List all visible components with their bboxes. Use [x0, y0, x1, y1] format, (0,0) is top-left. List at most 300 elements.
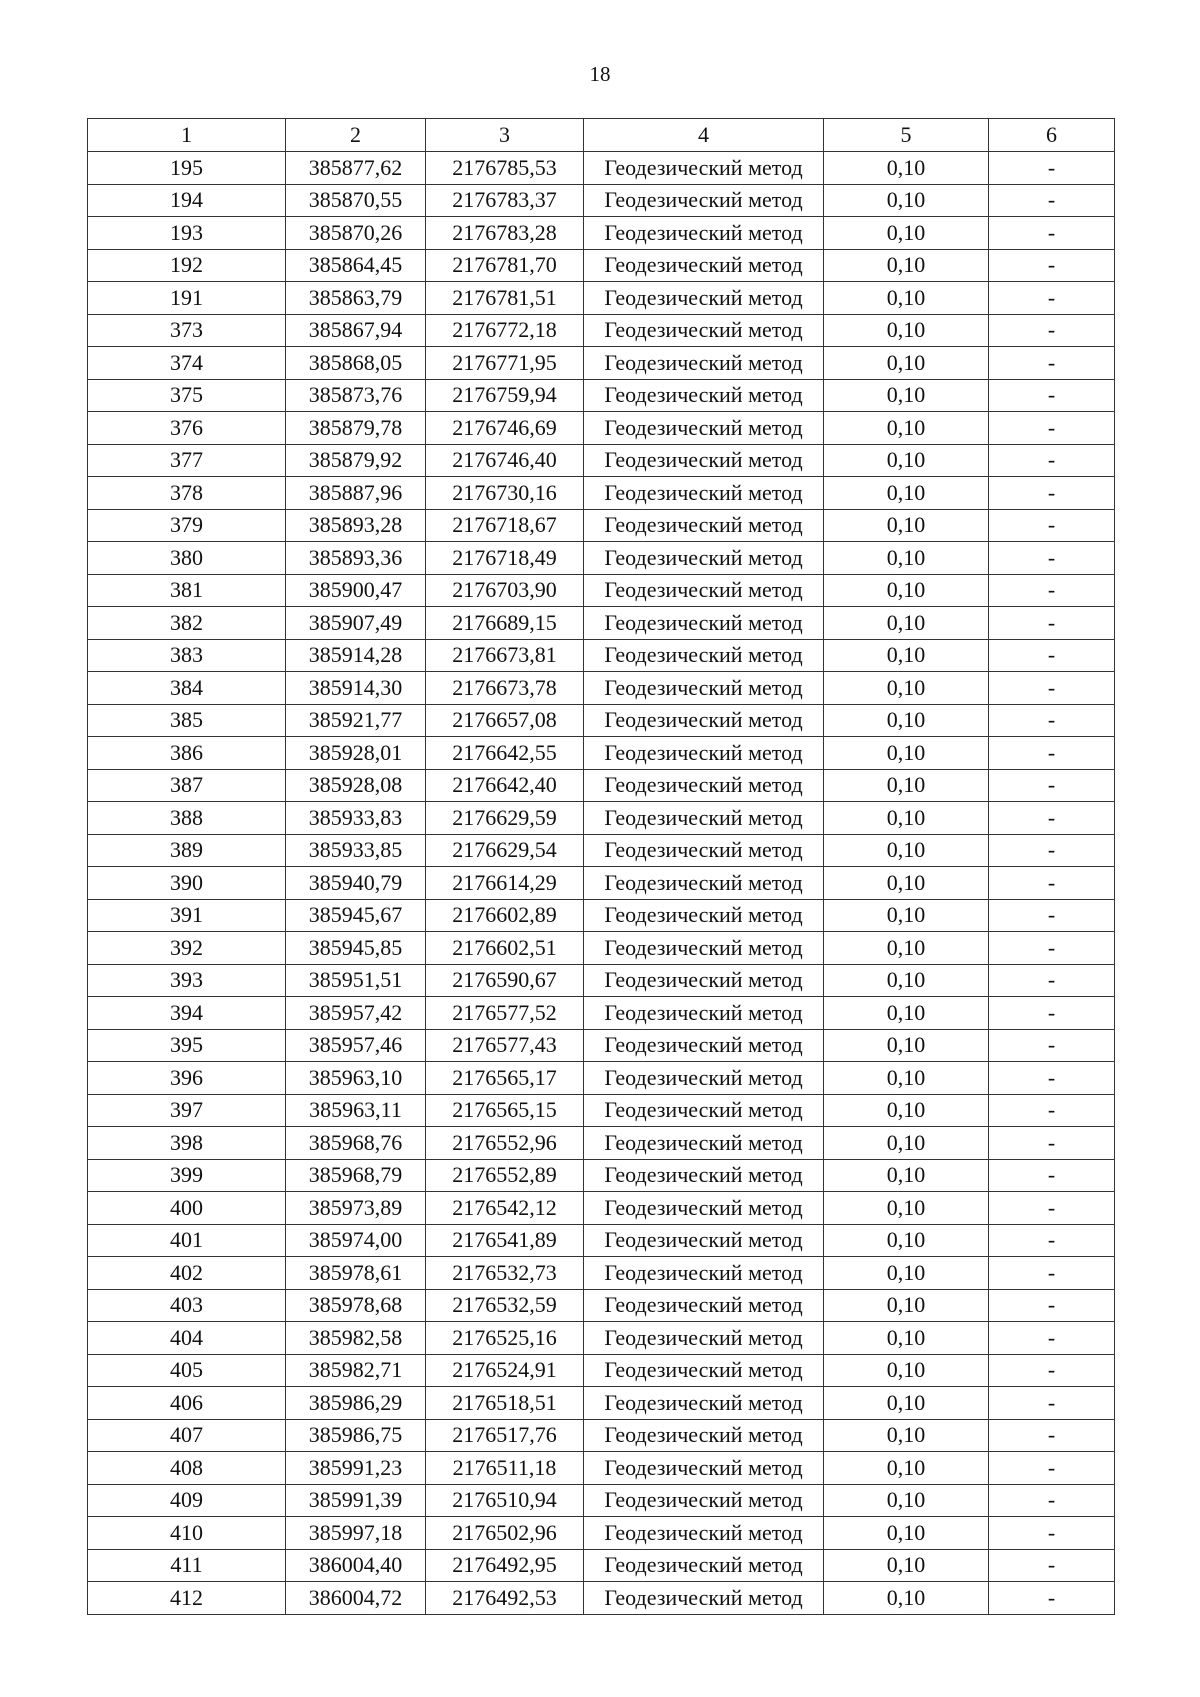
- y-coordinate-cell: 2176783,37: [426, 184, 584, 217]
- method-cell: Геодезический метод: [584, 542, 824, 575]
- column-header-2: 2: [286, 119, 426, 152]
- accuracy-cell: 0,10: [824, 704, 989, 737]
- x-coordinate-cell: 385945,67: [286, 899, 426, 932]
- method-cell: Геодезический метод: [584, 1289, 824, 1322]
- note-cell: -: [989, 314, 1115, 347]
- column-header-6: 6: [989, 119, 1115, 152]
- accuracy-cell: 0,10: [824, 509, 989, 542]
- point-number-cell: 393: [88, 964, 286, 997]
- table-row: [88, 217, 1115, 250]
- x-coordinate-cell: 385914,30: [286, 672, 426, 705]
- note-cell: -: [989, 932, 1115, 965]
- accuracy-cell: 0,10: [824, 1127, 989, 1160]
- note-cell: -: [989, 1354, 1115, 1387]
- note-cell: -: [989, 184, 1115, 217]
- point-number-cell: 409: [88, 1484, 286, 1517]
- accuracy-cell: 0,10: [824, 1517, 989, 1550]
- point-number-cell: 385: [88, 704, 286, 737]
- x-coordinate-cell: 385933,85: [286, 834, 426, 867]
- x-coordinate-cell: 385973,89: [286, 1192, 426, 1225]
- y-coordinate-cell: 2176673,81: [426, 639, 584, 672]
- table-row: [88, 932, 1115, 965]
- column-header-4: 4: [584, 119, 824, 152]
- method-cell: Геодезический метод: [584, 1257, 824, 1290]
- accuracy-cell: 0,10: [824, 347, 989, 380]
- accuracy-cell: 0,10: [824, 1257, 989, 1290]
- x-coordinate-cell: 385928,01: [286, 737, 426, 770]
- x-coordinate-cell: 385877,62: [286, 152, 426, 185]
- table-row: [88, 1419, 1115, 1452]
- y-coordinate-cell: 2176746,40: [426, 444, 584, 477]
- table-row: [88, 802, 1115, 835]
- point-number-cell: 380: [88, 542, 286, 575]
- note-cell: -: [989, 444, 1115, 477]
- method-cell: Геодезический метод: [584, 639, 824, 672]
- method-cell: Геодезический метод: [584, 769, 824, 802]
- accuracy-cell: 0,10: [824, 574, 989, 607]
- table-row: [88, 477, 1115, 510]
- table-row: [88, 542, 1115, 575]
- x-coordinate-cell: 385978,68: [286, 1289, 426, 1322]
- point-number-cell: 383: [88, 639, 286, 672]
- table-body: [88, 152, 1115, 1615]
- x-coordinate-cell: 385957,46: [286, 1029, 426, 1062]
- point-number-cell: 391: [88, 899, 286, 932]
- method-cell: Геодезический метод: [584, 1452, 824, 1485]
- point-number-cell: 387: [88, 769, 286, 802]
- x-coordinate-cell: 385887,96: [286, 477, 426, 510]
- y-coordinate-cell: 2176642,55: [426, 737, 584, 770]
- table-row: [88, 997, 1115, 1030]
- accuracy-cell: 0,10: [824, 1484, 989, 1517]
- table-row: [88, 1257, 1115, 1290]
- y-coordinate-cell: 2176518,51: [426, 1387, 584, 1420]
- method-cell: Геодезический метод: [584, 704, 824, 737]
- accuracy-cell: 0,10: [824, 477, 989, 510]
- point-number-cell: 408: [88, 1452, 286, 1485]
- table-row: [88, 314, 1115, 347]
- point-number-cell: 412: [88, 1582, 286, 1615]
- y-coordinate-cell: 2176492,95: [426, 1549, 584, 1582]
- accuracy-cell: 0,10: [824, 542, 989, 575]
- table-row: [88, 1062, 1115, 1095]
- table-row: [88, 412, 1115, 445]
- point-number-cell: 374: [88, 347, 286, 380]
- table-row: [88, 769, 1115, 802]
- method-cell: Геодезический метод: [584, 184, 824, 217]
- y-coordinate-cell: 2176759,94: [426, 379, 584, 412]
- method-cell: Геодезический метод: [584, 152, 824, 185]
- table-row: [88, 1484, 1115, 1517]
- point-number-cell: 401: [88, 1224, 286, 1257]
- table-row: [88, 1387, 1115, 1420]
- y-coordinate-cell: 2176642,40: [426, 769, 584, 802]
- point-number-cell: 192: [88, 249, 286, 282]
- accuracy-cell: 0,10: [824, 997, 989, 1030]
- method-cell: Геодезический метод: [584, 509, 824, 542]
- note-cell: -: [989, 672, 1115, 705]
- note-cell: -: [989, 412, 1115, 445]
- x-coordinate-cell: 385963,11: [286, 1094, 426, 1127]
- method-cell: Геодезический метод: [584, 249, 824, 282]
- method-cell: Геодезический метод: [584, 1159, 824, 1192]
- table-row: [88, 1094, 1115, 1127]
- note-cell: -: [989, 1289, 1115, 1322]
- method-cell: Геодезический метод: [584, 802, 824, 835]
- method-cell: Геодезический метод: [584, 477, 824, 510]
- note-cell: -: [989, 1159, 1115, 1192]
- note-cell: -: [989, 704, 1115, 737]
- accuracy-cell: 0,10: [824, 379, 989, 412]
- method-cell: Геодезический метод: [584, 1582, 824, 1615]
- note-cell: -: [989, 964, 1115, 997]
- accuracy-cell: 0,10: [824, 1289, 989, 1322]
- x-coordinate-cell: 385963,10: [286, 1062, 426, 1095]
- y-coordinate-cell: 2176614,29: [426, 867, 584, 900]
- point-number-cell: 193: [88, 217, 286, 250]
- y-coordinate-cell: 2176565,15: [426, 1094, 584, 1127]
- note-cell: -: [989, 574, 1115, 607]
- column-header-1: 1: [88, 119, 286, 152]
- x-coordinate-cell: 385978,61: [286, 1257, 426, 1290]
- table-row: [88, 899, 1115, 932]
- table-row: [88, 379, 1115, 412]
- table-row: [88, 444, 1115, 477]
- y-coordinate-cell: 2176718,67: [426, 509, 584, 542]
- x-coordinate-cell: 385870,26: [286, 217, 426, 250]
- accuracy-cell: 0,10: [824, 1192, 989, 1225]
- point-number-cell: 390: [88, 867, 286, 900]
- y-coordinate-cell: 2176771,95: [426, 347, 584, 380]
- method-cell: Геодезический метод: [584, 1419, 824, 1452]
- y-coordinate-cell: 2176673,78: [426, 672, 584, 705]
- header-row: [88, 119, 1115, 152]
- note-cell: -: [989, 769, 1115, 802]
- method-cell: Геодезический метод: [584, 379, 824, 412]
- table-row: [88, 574, 1115, 607]
- method-cell: Геодезический метод: [584, 964, 824, 997]
- x-coordinate-cell: 385893,28: [286, 509, 426, 542]
- table-row: [88, 737, 1115, 770]
- table-row: [88, 704, 1115, 737]
- x-coordinate-cell: 385991,39: [286, 1484, 426, 1517]
- accuracy-cell: 0,10: [824, 1062, 989, 1095]
- accuracy-cell: 0,10: [824, 1029, 989, 1062]
- point-number-cell: 191: [88, 282, 286, 315]
- note-cell: -: [989, 217, 1115, 250]
- y-coordinate-cell: 2176772,18: [426, 314, 584, 347]
- x-coordinate-cell: 385997,18: [286, 1517, 426, 1550]
- x-coordinate-cell: 385907,49: [286, 607, 426, 640]
- x-coordinate-cell: 385968,76: [286, 1127, 426, 1160]
- note-cell: -: [989, 1387, 1115, 1420]
- accuracy-cell: 0,10: [824, 1419, 989, 1452]
- x-coordinate-cell: 385968,79: [286, 1159, 426, 1192]
- y-coordinate-cell: 2176602,89: [426, 899, 584, 932]
- point-number-cell: 397: [88, 1094, 286, 1127]
- method-cell: Геодезический метод: [584, 867, 824, 900]
- accuracy-cell: 0,10: [824, 249, 989, 282]
- point-number-cell: 406: [88, 1387, 286, 1420]
- table-row: [88, 1192, 1115, 1225]
- y-coordinate-cell: 2176730,16: [426, 477, 584, 510]
- method-cell: Геодезический метод: [584, 834, 824, 867]
- point-number-cell: 394: [88, 997, 286, 1030]
- point-number-cell: 373: [88, 314, 286, 347]
- point-number-cell: 377: [88, 444, 286, 477]
- y-coordinate-cell: 2176703,90: [426, 574, 584, 607]
- method-cell: Геодезический метод: [584, 737, 824, 770]
- table-row: [88, 607, 1115, 640]
- x-coordinate-cell: 385868,05: [286, 347, 426, 380]
- table-row: [88, 834, 1115, 867]
- x-coordinate-cell: 385921,77: [286, 704, 426, 737]
- note-cell: -: [989, 1484, 1115, 1517]
- x-coordinate-cell: 385991,23: [286, 1452, 426, 1485]
- x-coordinate-cell: 385957,42: [286, 997, 426, 1030]
- point-number-cell: 376: [88, 412, 286, 445]
- point-number-cell: 398: [88, 1127, 286, 1160]
- table-row: [88, 1289, 1115, 1322]
- method-cell: Геодезический метод: [584, 1127, 824, 1160]
- y-coordinate-cell: 2176532,73: [426, 1257, 584, 1290]
- point-number-cell: 195: [88, 152, 286, 185]
- x-coordinate-cell: 385986,75: [286, 1419, 426, 1452]
- method-cell: Геодезический метод: [584, 444, 824, 477]
- x-coordinate-cell: 385986,29: [286, 1387, 426, 1420]
- x-coordinate-cell: 385864,45: [286, 249, 426, 282]
- method-cell: Геодезический метод: [584, 672, 824, 705]
- note-cell: -: [989, 1127, 1115, 1160]
- column-header-3: 3: [426, 119, 584, 152]
- note-cell: -: [989, 379, 1115, 412]
- accuracy-cell: 0,10: [824, 217, 989, 250]
- accuracy-cell: 0,10: [824, 672, 989, 705]
- point-number-cell: 411: [88, 1549, 286, 1582]
- method-cell: Геодезический метод: [584, 932, 824, 965]
- x-coordinate-cell: 385863,79: [286, 282, 426, 315]
- note-cell: -: [989, 1517, 1115, 1550]
- table-header: [88, 119, 1115, 152]
- accuracy-cell: 0,10: [824, 834, 989, 867]
- method-cell: Геодезический метод: [584, 899, 824, 932]
- note-cell: -: [989, 997, 1115, 1030]
- y-coordinate-cell: 2176517,76: [426, 1419, 584, 1452]
- note-cell: -: [989, 1224, 1115, 1257]
- y-coordinate-cell: 2176657,08: [426, 704, 584, 737]
- accuracy-cell: 0,10: [824, 282, 989, 315]
- note-cell: -: [989, 1452, 1115, 1485]
- y-coordinate-cell: 2176524,91: [426, 1354, 584, 1387]
- y-coordinate-cell: 2176552,96: [426, 1127, 584, 1160]
- y-coordinate-cell: 2176532,59: [426, 1289, 584, 1322]
- y-coordinate-cell: 2176783,28: [426, 217, 584, 250]
- y-coordinate-cell: 2176525,16: [426, 1322, 584, 1355]
- y-coordinate-cell: 2176785,53: [426, 152, 584, 185]
- point-number-cell: 396: [88, 1062, 286, 1095]
- method-cell: Геодезический метод: [584, 314, 824, 347]
- method-cell: Геодезический метод: [584, 1224, 824, 1257]
- accuracy-cell: 0,10: [824, 444, 989, 477]
- table-row: [88, 184, 1115, 217]
- accuracy-cell: 0,10: [824, 769, 989, 802]
- note-cell: -: [989, 1549, 1115, 1582]
- accuracy-cell: 0,10: [824, 932, 989, 965]
- table-row: [88, 867, 1115, 900]
- table-row: [88, 1354, 1115, 1387]
- note-cell: -: [989, 899, 1115, 932]
- method-cell: Геодезический метод: [584, 607, 824, 640]
- y-coordinate-cell: 2176552,89: [426, 1159, 584, 1192]
- table-row: [88, 1224, 1115, 1257]
- table-row: [88, 1452, 1115, 1485]
- method-cell: Геодезический метод: [584, 1094, 824, 1127]
- table-row: [88, 1549, 1115, 1582]
- x-coordinate-cell: 385873,76: [286, 379, 426, 412]
- accuracy-cell: 0,10: [824, 867, 989, 900]
- point-number-cell: 378: [88, 477, 286, 510]
- method-cell: Геодезический метод: [584, 574, 824, 607]
- method-cell: Геодезический метод: [584, 347, 824, 380]
- accuracy-cell: 0,10: [824, 1094, 989, 1127]
- method-cell: Геодезический метод: [584, 412, 824, 445]
- point-number-cell: 403: [88, 1289, 286, 1322]
- method-cell: Геодезический метод: [584, 1484, 824, 1517]
- y-coordinate-cell: 2176502,96: [426, 1517, 584, 1550]
- point-number-cell: 379: [88, 509, 286, 542]
- accuracy-cell: 0,10: [824, 607, 989, 640]
- point-number-cell: 407: [88, 1419, 286, 1452]
- point-number-cell: 410: [88, 1517, 286, 1550]
- table-row: [88, 152, 1115, 185]
- y-coordinate-cell: 2176577,43: [426, 1029, 584, 1062]
- method-cell: Геодезический метод: [584, 1192, 824, 1225]
- point-number-cell: 402: [88, 1257, 286, 1290]
- note-cell: -: [989, 834, 1115, 867]
- note-cell: -: [989, 1419, 1115, 1452]
- accuracy-cell: 0,10: [824, 737, 989, 770]
- note-cell: -: [989, 477, 1115, 510]
- y-coordinate-cell: 2176602,51: [426, 932, 584, 965]
- accuracy-cell: 0,10: [824, 1582, 989, 1615]
- y-coordinate-cell: 2176565,17: [426, 1062, 584, 1095]
- method-cell: Геодезический метод: [584, 217, 824, 250]
- accuracy-cell: 0,10: [824, 1159, 989, 1192]
- note-cell: -: [989, 1192, 1115, 1225]
- note-cell: -: [989, 1062, 1115, 1095]
- point-number-cell: 384: [88, 672, 286, 705]
- x-coordinate-cell: 385928,08: [286, 769, 426, 802]
- method-cell: Геодезический метод: [584, 1549, 824, 1582]
- point-number-cell: 388: [88, 802, 286, 835]
- y-coordinate-cell: 2176510,94: [426, 1484, 584, 1517]
- note-cell: -: [989, 867, 1115, 900]
- point-number-cell: 375: [88, 379, 286, 412]
- column-header-5: 5: [824, 119, 989, 152]
- accuracy-cell: 0,10: [824, 412, 989, 445]
- note-cell: -: [989, 607, 1115, 640]
- x-coordinate-cell: 385982,58: [286, 1322, 426, 1355]
- y-coordinate-cell: 2176629,59: [426, 802, 584, 835]
- point-number-cell: 382: [88, 607, 286, 640]
- table-row: [88, 249, 1115, 282]
- note-cell: -: [989, 639, 1115, 672]
- coordinates-table: [87, 118, 1115, 1615]
- x-coordinate-cell: 386004,40: [286, 1549, 426, 1582]
- table-row: [88, 1159, 1115, 1192]
- table-row: [88, 1582, 1115, 1615]
- method-cell: Геодезический метод: [584, 997, 824, 1030]
- y-coordinate-cell: 2176781,70: [426, 249, 584, 282]
- table-row: [88, 964, 1115, 997]
- note-cell: -: [989, 1582, 1115, 1615]
- accuracy-cell: 0,10: [824, 639, 989, 672]
- accuracy-cell: 0,10: [824, 314, 989, 347]
- note-cell: -: [989, 542, 1115, 575]
- point-number-cell: 389: [88, 834, 286, 867]
- note-cell: -: [989, 152, 1115, 185]
- y-coordinate-cell: 2176718,49: [426, 542, 584, 575]
- note-cell: -: [989, 1094, 1115, 1127]
- y-coordinate-cell: 2176746,69: [426, 412, 584, 445]
- method-cell: Геодезический метод: [584, 1322, 824, 1355]
- point-number-cell: 395: [88, 1029, 286, 1062]
- x-coordinate-cell: 385879,78: [286, 412, 426, 445]
- table-row: [88, 509, 1115, 542]
- accuracy-cell: 0,10: [824, 1354, 989, 1387]
- point-number-cell: 381: [88, 574, 286, 607]
- table-row: [88, 347, 1115, 380]
- accuracy-cell: 0,10: [824, 1224, 989, 1257]
- method-cell: Геодезический метод: [584, 282, 824, 315]
- method-cell: Геодезический метод: [584, 1062, 824, 1095]
- y-coordinate-cell: 2176541,89: [426, 1224, 584, 1257]
- note-cell: -: [989, 249, 1115, 282]
- method-cell: Геодезический метод: [584, 1517, 824, 1550]
- accuracy-cell: 0,10: [824, 184, 989, 217]
- point-number-cell: 194: [88, 184, 286, 217]
- page-number: 18: [589, 62, 611, 86]
- x-coordinate-cell: 385940,79: [286, 867, 426, 900]
- y-coordinate-cell: 2176577,52: [426, 997, 584, 1030]
- y-coordinate-cell: 2176511,18: [426, 1452, 584, 1485]
- accuracy-cell: 0,10: [824, 1452, 989, 1485]
- note-cell: -: [989, 737, 1115, 770]
- x-coordinate-cell: 385870,55: [286, 184, 426, 217]
- table-row: [88, 672, 1115, 705]
- table-row: [88, 639, 1115, 672]
- x-coordinate-cell: 386004,72: [286, 1582, 426, 1615]
- note-cell: -: [989, 802, 1115, 835]
- y-coordinate-cell: 2176492,53: [426, 1582, 584, 1615]
- point-number-cell: 400: [88, 1192, 286, 1225]
- y-coordinate-cell: 2176781,51: [426, 282, 584, 315]
- note-cell: -: [989, 282, 1115, 315]
- y-coordinate-cell: 2176629,54: [426, 834, 584, 867]
- x-coordinate-cell: 385974,00: [286, 1224, 426, 1257]
- method-cell: Геодезический метод: [584, 1354, 824, 1387]
- x-coordinate-cell: 385900,47: [286, 574, 426, 607]
- note-cell: -: [989, 1029, 1115, 1062]
- method-cell: Геодезический метод: [584, 1387, 824, 1420]
- y-coordinate-cell: 2176689,15: [426, 607, 584, 640]
- note-cell: -: [989, 1257, 1115, 1290]
- accuracy-cell: 0,10: [824, 899, 989, 932]
- x-coordinate-cell: 385867,94: [286, 314, 426, 347]
- note-cell: -: [989, 1322, 1115, 1355]
- method-cell: Геодезический метод: [584, 1029, 824, 1062]
- x-coordinate-cell: 385914,28: [286, 639, 426, 672]
